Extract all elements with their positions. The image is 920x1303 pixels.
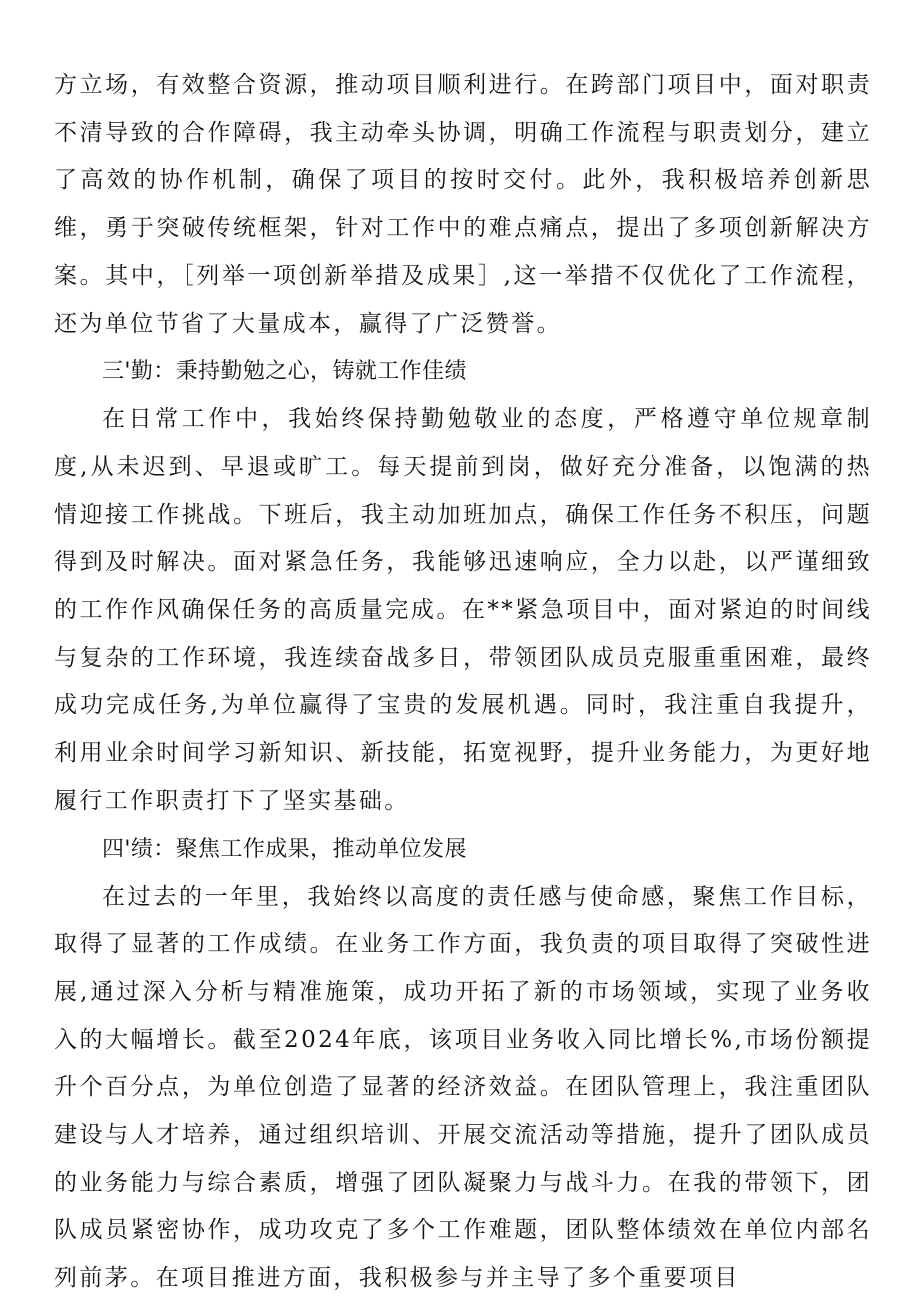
section-four-paragraph: 在过去的一年里，我始终以高度的责任感与使命感，聚焦工作目标，取得了显著的工作成绩。在业务工作方面，我负责的项目取得了突破性进展,通过深入分析与精准施策，成功开拓了新的市场领域，实现了业务收入的大幅增长。截至2024年底，该项目业务收入同比增长%,市场份额提升个百分点，为单位创造了显著的经济效益。在团队管理上，我注重团队建设与人才培养，通过组织培训、开展交流活动等措施，提升了团队成员的业务能力与综合素质，增强了团队凝聚力与战斗力。在我的带领下，团队成员紧密协作，成功攻克了多个工作难题，团队整体绩效在单位内部名列前茅。在项目推进方面，我积极参与并主导了多个重要项目 — [54, 883, 872, 1292]
section-four-heading: 四'绩：聚焦工作成果，推动单位发展 — [102, 836, 467, 862]
intro-paragraph: 方立场，有效整合资源，推动项目顺利进行。在跨部门项目中，面对职责不清导致的合作障碍，我主动牵头协调，明确工作流程与职责划分，建立了高效的协作机制，确保了项目的按时交付。此外，我积极培养创新思维，勇于突破传统框架，针对工作中的难点痛点，提出了多项创新解决方案。其中，［列举一项创新举措及成果］,这一举措不仅优化了工作流程，还为单位节省了大量成本，赢得了广泛赞誉。 — [54, 72, 872, 337]
document-body — [54, 62, 872, 1303]
section-three-heading: 三'勤：秉持勤勉之心，铸就工作佳绩 — [102, 359, 467, 385]
section-three-paragraph: 在日常工作中，我始终保持勤勉敬业的态度，严格遵守单位规章制度,从未迟到、早退或旷工。每天提前到岗，做好充分准备，以饱满的热情迎接工作挑战。下班后，我主动加班加点，确保工作任务不积压，问题得到及时解决。面对紧急任务，我能够迅速响应，全力以赴，以严谨细致的工作作风确保任务的高质量完成。在**紧急项目中，面对紧迫的时间线与复杂的工作环境，我连续奋战多日，带领团队成员克服重重困难，最终成功完成任务,为单位赢得了宝贵的发展机遇。同时，我注重自我提升，利用业余时间学习新知识、新技能，拓宽视野，提升业务能力，为更好地履行工作职责打下了坚实基础。 — [54, 406, 872, 814]
